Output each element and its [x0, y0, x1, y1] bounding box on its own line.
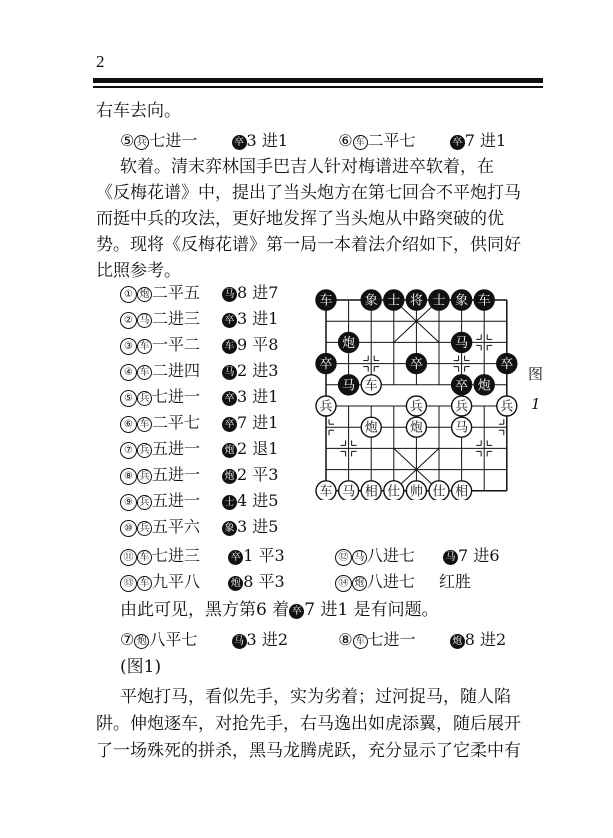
move-text: 3 进5: [237, 517, 279, 536]
svg-text:将: 将: [409, 293, 423, 309]
conclusion-text: 由此可见，黑方第6 着: [120, 600, 290, 620]
move-text: 八进七: [366, 546, 415, 565]
red-piece-icon: [384, 481, 404, 500]
paragraph-line: 势。现将《反梅花谱》第一局一本着法介绍如下，供同好: [96, 235, 521, 255]
figure-tag: 图: [528, 365, 544, 383]
black-piece-icon: [497, 354, 517, 374]
move-number: ⑧: [120, 468, 137, 485]
svg-text:马: 马: [342, 484, 356, 500]
move-text: 五进一: [152, 465, 201, 484]
black-piece-icon: [452, 375, 472, 395]
move-text: 7 进1: [464, 131, 507, 150]
move-number: ④: [120, 364, 137, 381]
black-piece-icon: 卒: [450, 135, 465, 150]
move-text: 七进一: [152, 387, 201, 406]
black-piece-icon: [452, 290, 472, 310]
svg-text:仕: 仕: [387, 484, 401, 500]
paragraph-line: 而挺中兵的攻法，更好地发挥了当头炮从中路突破的优: [96, 209, 504, 229]
move-number: ⑪: [120, 549, 137, 566]
move-number: ⑬: [120, 575, 137, 592]
move-text: 二平七: [152, 413, 201, 432]
black-piece-icon: [406, 354, 426, 374]
figure-reference: (图1): [120, 657, 162, 677]
move-row: [120, 387, 278, 407]
red-piece-icon: 兵: [137, 495, 152, 510]
black-piece-icon: 马: [443, 550, 458, 565]
red-piece-icon: 炮: [137, 287, 152, 302]
red-piece-icon: 车: [353, 634, 368, 649]
svg-text:兵: 兵: [455, 399, 469, 415]
black-piece-icon: [339, 375, 359, 395]
svg-text:兵: 兵: [409, 399, 423, 415]
move-row: [120, 309, 278, 329]
red-piece-icon: [316, 481, 336, 500]
move-number: ②: [120, 312, 137, 329]
move-text: 七进三: [152, 546, 201, 565]
move-text: 二平五: [152, 283, 201, 302]
move-text: 8 平3: [243, 572, 285, 591]
move-line: [120, 572, 471, 592]
move-row: [120, 517, 278, 537]
red-piece-icon: 车: [137, 339, 152, 354]
red-piece-icon: 车: [137, 550, 152, 565]
move-text: 五平六: [152, 517, 201, 536]
move-text: 一平二: [152, 335, 201, 354]
red-piece-icon: 车: [137, 576, 152, 591]
header-rule-thick: [93, 78, 543, 83]
red-piece-icon: [429, 481, 449, 500]
move-text: 七进一: [367, 630, 416, 649]
black-piece-icon: [429, 290, 449, 310]
move-text: 3 进1: [246, 131, 288, 150]
move-number: ⑦: [120, 442, 137, 459]
black-piece-icon: 卒: [232, 135, 247, 150]
red-piece-icon: 兵: [137, 521, 152, 536]
svg-text:卒: 卒: [455, 378, 469, 394]
move-text: 8 进7: [237, 283, 279, 302]
svg-text:车: 车: [364, 378, 378, 394]
red-piece-icon: [406, 417, 426, 437]
move-text: 8 进2: [464, 630, 507, 649]
svg-text:车: 车: [477, 293, 491, 309]
move-text: 八进七: [366, 572, 415, 591]
move-text: 八平七: [149, 630, 198, 649]
svg-text:仕: 仕: [432, 484, 446, 500]
paragraph-line: 了一场殊死的拼杀，黑马龙腾虎跃，充分显示了它柔中有: [96, 741, 521, 761]
paragraph-line: 阱。伸炮逐车，对抢先手，右马逸出如虎添翼，随后展开: [96, 714, 521, 734]
red-piece-icon: 车: [137, 417, 152, 432]
move-number: ⑥: [338, 131, 353, 150]
black-piece-icon: 马: [222, 365, 237, 380]
black-piece-icon: [384, 290, 404, 310]
red-piece-icon: [361, 375, 381, 395]
black-piece-icon: 卒: [289, 604, 304, 619]
black-piece-icon: 士: [222, 495, 237, 510]
paragraph-line: 软着。清末弈林国手巴吉人针对梅谱进卒软着，在: [120, 157, 494, 177]
red-piece-icon: 兵: [137, 443, 152, 458]
black-piece-icon: [406, 290, 426, 310]
svg-text:士: 士: [387, 293, 401, 309]
svg-text:卒: 卒: [500, 357, 514, 373]
red-piece-icon: [406, 481, 426, 500]
move-number: ⑩: [120, 520, 137, 537]
svg-text:炮: 炮: [364, 420, 378, 436]
move-line: [120, 131, 506, 151]
svg-text:车: 车: [319, 293, 333, 309]
move-row: [120, 413, 278, 433]
text-line: 右车去向。: [96, 101, 181, 121]
move-text: 9 平8: [237, 335, 279, 354]
move-text: 3 进1: [237, 387, 279, 406]
move-number: ⑫: [335, 549, 352, 566]
svg-text:士: 士: [432, 293, 446, 309]
move-number: ⑭: [335, 575, 352, 592]
move-row: [120, 335, 278, 355]
header-rule-thin: [93, 86, 543, 88]
red-piece-icon: [497, 396, 517, 416]
move-text: 4 进5: [237, 491, 279, 510]
svg-text:马: 马: [342, 378, 356, 394]
move-number: ⑥: [120, 416, 137, 433]
move-number: ⑤: [120, 131, 135, 150]
red-piece-icon: 炮: [134, 634, 149, 649]
move-number: ⑨: [120, 494, 137, 511]
black-piece-icon: 炮: [450, 634, 465, 649]
figure-number: 1: [531, 395, 541, 413]
red-piece-icon: 马: [352, 550, 367, 565]
svg-text:卒: 卒: [409, 357, 423, 373]
red-piece-icon: [361, 481, 381, 500]
red-piece-icon: [452, 396, 472, 416]
svg-text:炮: 炮: [477, 378, 491, 394]
red-piece-icon: [339, 481, 359, 500]
black-piece-icon: [339, 332, 359, 352]
move-row: [120, 361, 278, 381]
move-line: [120, 546, 500, 566]
black-piece-icon: 卒: [228, 550, 243, 565]
move-text: 7 进1: [237, 413, 279, 432]
svg-text:马: 马: [455, 420, 469, 436]
move-text: 2 进3: [237, 361, 279, 380]
red-piece-icon: [452, 417, 472, 437]
black-piece-icon: 马: [222, 287, 237, 302]
svg-text:车: 车: [319, 484, 333, 500]
black-piece-icon: 卒: [222, 391, 237, 406]
move-text: 五进一: [152, 491, 201, 510]
svg-text:象: 象: [455, 293, 469, 309]
move-text: 7 进6: [458, 546, 500, 565]
svg-text:相: 相: [455, 484, 469, 500]
red-piece-icon: [316, 396, 336, 416]
move-text: 二进四: [152, 361, 201, 380]
svg-text:帅: 帅: [409, 484, 423, 500]
red-piece-icon: 车: [137, 365, 152, 380]
red-piece-icon: 车: [353, 135, 368, 150]
red-piece-icon: [406, 396, 426, 416]
black-piece-icon: 炮: [228, 576, 243, 591]
move-number: ⑧: [338, 630, 353, 649]
svg-text:兵: 兵: [319, 399, 333, 415]
move-text: 3 进1: [237, 309, 279, 328]
move-text: 七进一: [149, 131, 198, 150]
svg-text:相: 相: [364, 484, 378, 500]
move-number: ①: [120, 286, 137, 303]
black-piece-icon: [474, 290, 494, 310]
move-number: ③: [120, 338, 137, 355]
move-text: 二平七: [367, 131, 416, 150]
red-piece-icon: 炮: [352, 576, 367, 591]
red-piece-icon: 兵: [137, 391, 152, 406]
black-piece-icon: 车: [222, 339, 237, 354]
xiangqi-board-diagram: [312, 288, 520, 500]
black-piece-icon: 炮: [222, 443, 237, 458]
black-piece-icon: 马: [232, 634, 247, 649]
black-piece-icon: [316, 290, 336, 310]
move-number: ⑤: [120, 390, 137, 407]
move-row: [120, 465, 278, 485]
conclusion-text: 7 进1 是有问题。: [304, 600, 439, 620]
black-piece-icon: [316, 354, 336, 374]
red-piece-icon: [452, 481, 472, 500]
red-piece-icon: [361, 417, 381, 437]
move-text: 3 进2: [246, 630, 288, 649]
svg-text:象: 象: [364, 293, 378, 309]
move-row: [120, 283, 278, 303]
move-text: 2 平3: [237, 465, 279, 484]
paragraph-line: 《反梅花谱》中，提出了当头炮方在第七回合不平炮打马: [96, 183, 521, 203]
move-text: 红胜: [439, 572, 472, 591]
black-piece-icon: [474, 375, 494, 395]
move-text: 二进三: [152, 309, 201, 328]
red-piece-icon: 兵: [134, 135, 149, 150]
red-piece-icon: 兵: [137, 469, 152, 484]
page-number: 2: [96, 52, 105, 71]
move-row: [120, 491, 278, 511]
black-piece-icon: 卒: [222, 417, 237, 432]
move-number: ⑦: [120, 630, 135, 649]
move-line: [120, 630, 506, 650]
move-text: 1 平3: [243, 546, 285, 565]
paragraph-line: 平炮打马，看似先手，实为劣着；过河捉马，随人陷: [120, 687, 511, 707]
move-text: 2 退1: [237, 439, 279, 458]
svg-text:卒: 卒: [319, 357, 333, 373]
black-piece-icon: [361, 290, 381, 310]
svg-text:兵: 兵: [500, 399, 514, 415]
red-piece-icon: 马: [137, 313, 152, 328]
black-piece-icon: 卒: [222, 313, 237, 328]
black-piece-icon: 炮: [222, 469, 237, 484]
svg-text:马: 马: [455, 335, 469, 351]
move-row: [120, 439, 278, 459]
move-text: 五进一: [152, 439, 201, 458]
svg-text:炮: 炮: [409, 420, 423, 436]
black-piece-icon: [452, 332, 472, 352]
conclusion-line: [120, 600, 439, 620]
svg-text:炮: 炮: [342, 335, 356, 351]
black-piece-icon: 象: [222, 521, 237, 536]
paragraph-line: 比照参考。: [96, 261, 181, 281]
move-text: 九平八: [152, 572, 201, 591]
